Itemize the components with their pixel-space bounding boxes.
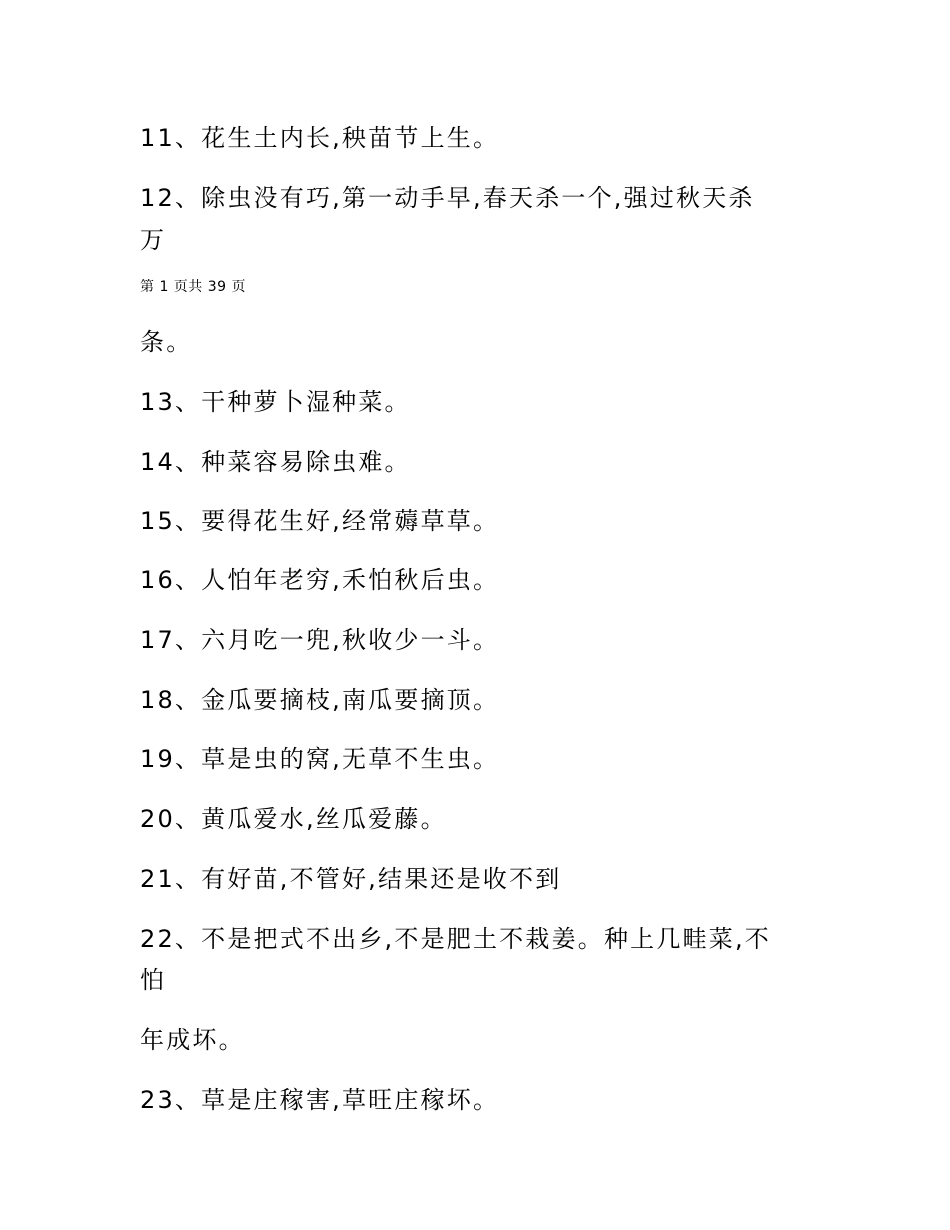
text-line: 11、花生土内长,秧苗节上生。	[140, 124, 500, 152]
text-line: 怕	[140, 966, 167, 994]
text-line: 12、除虫没有巧,第一动手早,春天杀一个,强过秋天杀	[140, 184, 755, 212]
text-line: 条。	[140, 328, 193, 356]
text-line: 16、人怕年老穷,禾怕秋后虫。	[140, 566, 500, 594]
text-line: 17、六月吃一兜,秋收少一斗。	[140, 626, 500, 654]
text-line: 20、黄瓜爱水,丝瓜爱藤。	[140, 805, 447, 833]
text-line: 23、草是庄稼害,草旺庄稼坏。	[140, 1086, 500, 1114]
text-line: 13、干种萝卜湿种菜。	[140, 388, 411, 416]
page-footer: 第 1 页共 39 页	[140, 279, 247, 295]
text-line: 15、要得花生好,经常薅草草。	[140, 507, 500, 535]
text-line: 21、有好苗,不管好,结果还是收不到	[140, 865, 562, 893]
text-line: 万	[140, 226, 167, 254]
text-line: 14、种菜容易除虫难。	[140, 448, 411, 476]
text-line: 年成坏。	[140, 1026, 245, 1054]
text-line: 18、金瓜要摘枝,南瓜要摘顶。	[140, 686, 500, 714]
text-line: 22、不是把式不出乡,不是肥土不栽姜。种上几畦菜,不	[140, 925, 771, 953]
text-line: 19、草是虫的窝,无草不生虫。	[140, 745, 500, 773]
